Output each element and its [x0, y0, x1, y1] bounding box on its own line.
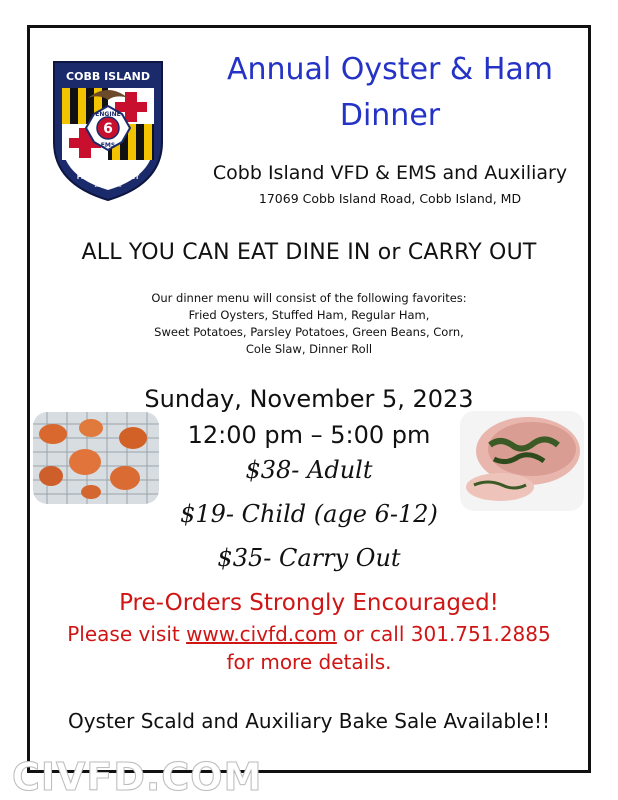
event-date: Sunday, November 5, 2023: [144, 385, 474, 413]
address: 17069 Cobb Island Road, Cobb Island, MD: [258, 191, 522, 206]
call-text: or call 301.751.2885: [336, 622, 551, 646]
svg-text:ENGINE: ENGINE: [95, 111, 121, 118]
price-child: $19- Child (age 6-12): [180, 500, 438, 528]
headline: ALL YOU CAN EAT DINE IN or CARRY OUT: [81, 240, 537, 265]
contact-line: [30, 622, 588, 646]
details-text: for more details.: [226, 650, 392, 674]
event-title-line2: Dinner: [339, 98, 441, 133]
svg-text:COBB ISLAND: COBB ISLAND: [66, 70, 150, 83]
visit-prefix: Please visit: [67, 622, 187, 646]
svg-text:VOLUNTEER: VOLUNTEER: [84, 164, 132, 172]
menu-line: Fried Oysters, Stuffed Ham, Regular Ham,: [188, 308, 430, 322]
bake-sale-line: Oyster Scald and Auxiliary Bake Sale Available!!: [67, 709, 551, 733]
menu-line: Cole Slaw, Dinner Roll: [245, 342, 373, 356]
cobb-island-vfd-logo: [50, 58, 166, 204]
watermark: CIVFD.COM: [12, 755, 263, 799]
menu-line: Sweet Potatoes, Parsley Potatoes, Green Beans, Corn,: [154, 325, 464, 339]
price-carry-out: $35- Carry Out: [217, 544, 401, 572]
svg-text:FIRE DEPARTMENT: FIRE DEPARTMENT: [76, 174, 140, 181]
svg-text:EMS: EMS: [100, 142, 116, 149]
organization-name: Cobb Island VFD & EMS and Auxiliary: [212, 162, 568, 184]
svg-text:EST. 1946: EST. 1946: [94, 183, 122, 189]
event-title-line1: Annual Oyster & Ham: [226, 52, 553, 87]
menu-intro: Our dinner menu will consist of the following favorites:: [151, 291, 467, 305]
event-time: 12:00 pm – 5:00 pm: [187, 421, 431, 449]
price-adult: $38- Adult: [245, 456, 373, 484]
preorder-heading: Pre-Orders Strongly Encouraged!: [119, 590, 499, 616]
website-link[interactable]: www.civfd.com: [186, 622, 337, 646]
svg-text:6: 6: [103, 121, 113, 137]
